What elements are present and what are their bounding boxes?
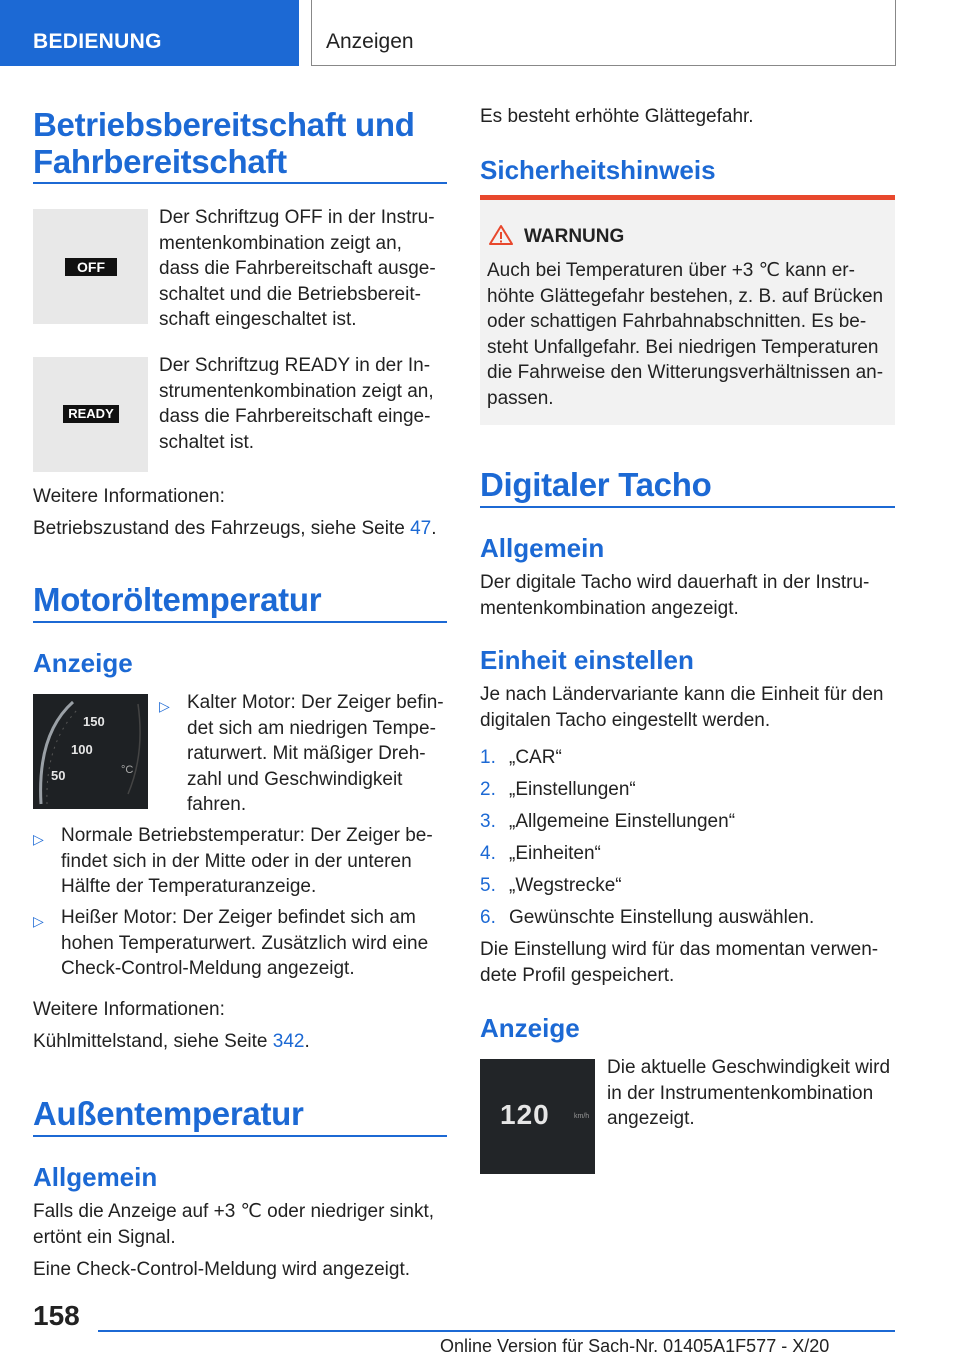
gauge-100: 100 — [71, 742, 93, 757]
heading-anzeige-tacho: Anzeige — [480, 1013, 580, 1043]
reference-kuehlmittelstand: Kühlmittelstand, siehe Seite 342. — [33, 1031, 310, 1052]
ready-label: READY — [63, 405, 119, 423]
tacho-allgemein-text: Der digitale Tacho wird dauerhaft in der Instru- mentenkombination angezeigt. — [480, 572, 870, 619]
oil-gauge-image — [33, 694, 148, 809]
title-rule — [33, 621, 447, 623]
step-list-item: 4. „Einheiten“ — [480, 843, 601, 864]
bullet-normale-temperatur: ▷ Normale Betriebstemperatur: Der Zeiger be- findet sich in der Mitte oder in der unteren Hälfte der Temperaturanzeige. — [33, 825, 433, 897]
title-digitaler-tacho: Digitaler Tacho — [480, 466, 712, 503]
speed-display-image — [480, 1059, 595, 1174]
title-betriebsbereitschaft: Betriebsbereitschaft und Fahrbereitschaft — [33, 106, 415, 180]
bullet-heisser-motor: ▷ Heißer Motor: Der Zeiger befindet sich am hohen Temperaturwert. Zusätzlich wird eine Check-Control-Meldung angezeigt. — [33, 907, 429, 979]
chapter-box: Anzeigen — [311, 0, 896, 66]
speed-value: 120 — [500, 1099, 550, 1130]
off-display-image — [33, 209, 148, 324]
title-aussentemperatur: Außentemperatur — [33, 1095, 304, 1132]
online-version: Online Version für Sach-Nr. 01405A1F577 - X/20 — [440, 1336, 830, 1356]
heading-sicherheitshinweis: Sicherheitshinweis — [480, 155, 716, 185]
heading-allgemein-aussen: Allgemein — [33, 1162, 158, 1192]
step-list-item: 1. „CAR“ — [480, 747, 562, 768]
title-rule — [33, 182, 447, 184]
anzeige-description: Die aktuelle Geschwindigkeit wird in der Instrumentenkombination angezeigt. — [607, 1057, 891, 1129]
section-tab: BEDIENUNG — [0, 0, 299, 66]
heading-anzeige: Anzeige — [33, 648, 133, 678]
aussen-description: Falls die Anzeige auf +3 ℃ oder niedriger sinkt, ertönt ein Signal. — [33, 1201, 435, 1248]
title-rule — [33, 1135, 447, 1137]
warning-label: WARNUNG — [524, 226, 625, 247]
glaettegefahr-intro: Es besteht erhöhte Glättegefahr. — [480, 106, 754, 127]
page-number: 158 — [33, 1300, 80, 1331]
title-motoroeltemperatur: Motoröltemperatur — [33, 581, 322, 618]
gauge-150: 150 — [83, 714, 105, 729]
aussen-check-control: Eine Check-Control-Meldung wird angezeigt. — [33, 1259, 411, 1280]
title-rule — [480, 506, 895, 508]
warning-triangle-icon — [488, 224, 514, 251]
warning-box — [480, 195, 895, 425]
ready-description: Der Schriftzug READY in der In- strumentenkombination zeigt an, dass die Fahrbereitschaft einge- schaltet ist. — [159, 355, 434, 453]
reference-betriebszustand: Betriebszustand des Fahrzeugs, siehe Seite 47. — [33, 518, 437, 539]
off-label: OFF — [65, 258, 117, 276]
page-link-47[interactable]: 47 — [410, 518, 432, 539]
triangle-bullet-icon: ▷ — [159, 698, 170, 714]
triangle-bullet-icon: ▷ — [33, 913, 44, 929]
gauge-50: 50 — [51, 768, 66, 783]
gauge-unit: °C — [121, 764, 134, 776]
footer-rule — [98, 1330, 895, 1332]
ready-display-image — [33, 357, 148, 472]
step-list-item: 6. Gewünschte Einstellung auswählen. — [480, 907, 815, 928]
einheit-text: Je nach Ländervariante kann die Einheit für den digitalen Tacho eingestellt werden. — [480, 684, 884, 731]
profile-text: Die Einstellung wird für das momentan verwen- dete Profil gespeichert. — [480, 939, 879, 986]
step-list-item: 2. „Einstellungen“ — [480, 779, 636, 800]
step-list-item: 3. „Allgemeine Einstellungen“ — [480, 811, 736, 832]
speed-unit: km/h — [574, 1113, 590, 1120]
more-info-label: Weitere Informationen: — [33, 486, 225, 507]
triangle-bullet-icon: ▷ — [33, 831, 44, 847]
more-info-label: Weitere Informationen: — [33, 999, 225, 1020]
step-list-item: 5. „Wegstrecke“ — [480, 875, 622, 896]
heading-allgemein-tacho: Allgemein — [480, 533, 605, 563]
warning-text: Auch bei Temperaturen über +3 ℃ kann er- höhte Glättegefahr bestehen, z. B. auf Brücken oder schattigen Fahrbahnabschnitten. Es be- steht Unfallgefahr. Bei niedrigen Temperaturen die Fahrweise den Witterungsverhältnissen an- passen. — [487, 260, 884, 409]
off-description: Der Schriftzug OFF in der Instru- mentenkombination zeigt an, dass die Fahrbereitschaft ausge- schaltet und die Betriebsbereit- schaft eingeschaltet ist. — [159, 207, 436, 330]
bullet-kalter-motor: ▷ Kalter Motor: Der Zeiger befin- det sich am niedrigen Tempe- raturwert. Mit mäßiger Dreh- zahl und Geschwindigkeit fahren. — [159, 692, 444, 815]
heading-einheit-einstellen: Einheit einstellen — [480, 645, 694, 675]
page-link-342[interactable]: 342 — [272, 1031, 305, 1052]
